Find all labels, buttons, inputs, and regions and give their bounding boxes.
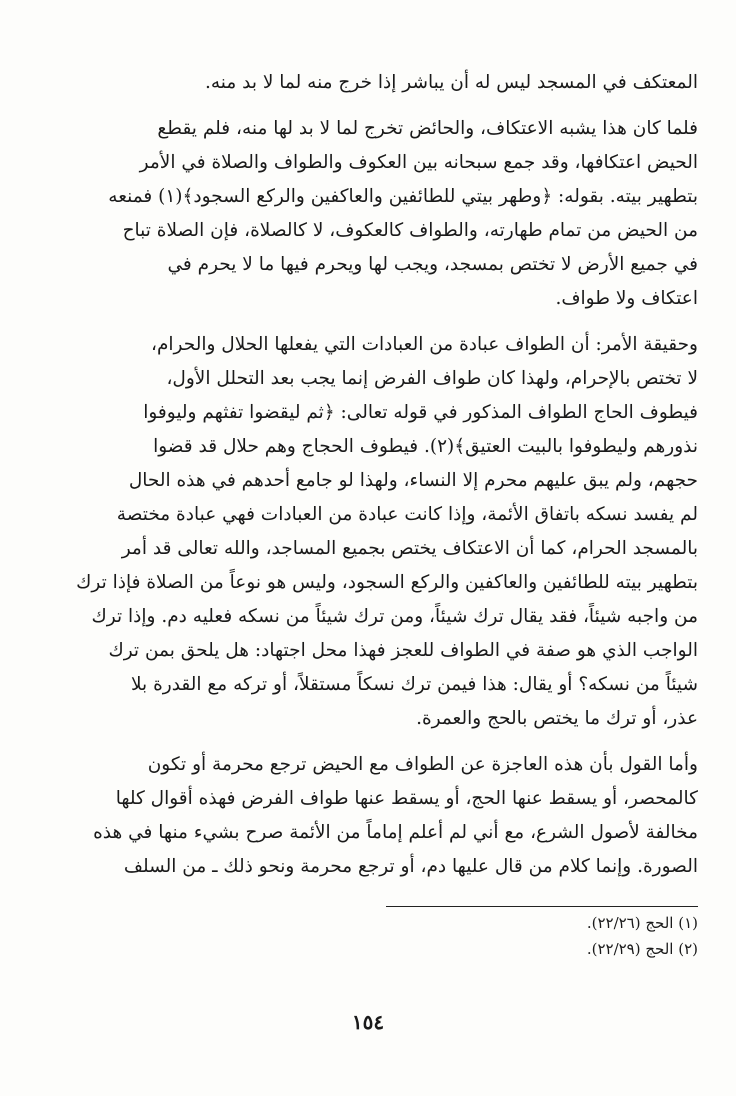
text-line: نذورهم وليطوفوا بالبيت العتيق﴾(٢). فيطوف الحجاج وهم حلال قد قضوا [153, 436, 698, 457]
text-line: شيئاً من نسكه؟ أو يقال: هذا فيمن ترك نسكاً مستقلاً، أو تركه مع القدرة بلا [131, 674, 698, 695]
text-line: لم يفسد نسكه باتفاق الأئمة، وإذا كانت عبادة من العبادات فهي عبادة مختصة [116, 504, 698, 525]
paragraph [58, 112, 698, 316]
paragraph [58, 748, 698, 884]
text-line: مخالفة لأصول الشرع، مع أني لم أعلم إماماً من الأئمة صرح بشيء منها في هذه [93, 822, 698, 843]
text-line: وحقيقة الأمر: أن الطواف عبادة من العبادات التي يفعلها الحلال والحرام، [150, 334, 698, 355]
text-line: من واجبه شيئاً، فقد يقال ترك شيئاً، ومن ترك شيئاً من نسكه فعليه دم. وإذا ترك [91, 606, 698, 627]
text-line: فيطوف الحاج الطواف المذكور في قوله تعالى: ﴿ثم ليقضوا تفثهم وليوفوا [143, 402, 698, 423]
footnote-divider [386, 906, 698, 907]
text-line: اعتكاف ولا طواف. [555, 288, 698, 309]
text-line: كالمحصر، أو يسقط عنها الحج، أو يسقط عنها طواف الفرض فهذه أقوال كلها [115, 788, 698, 809]
text-line: المعتكف في المسجد ليس له أن يباشر إذا خرج منه لما لا بد منه. [204, 72, 698, 93]
footnote: (٢) الحج (٢٢/٢٩). [586, 940, 698, 958]
text-line: الواجب الذي هو صفة في الطواف للعجز فهذا محل اجتهاد: هل يلحق بمن ترك [108, 640, 698, 661]
text-line: من الحيض من تمام طهارته، والطواف كالعكوف، لا كالصلاة، فإن الصلاة تباح [122, 220, 698, 241]
text-line: حجهم، ولم يبق عليهم محرم إلا النساء، ولهذا لو جامع أحدهم في هذه الحال [128, 470, 698, 491]
footnotes [58, 910, 698, 962]
text-line: في جميع الأرض لا تختص بمسجد، ويجب لها ويحرم فيها ما لا يحرم في [167, 254, 698, 275]
text-line: لا تختص بالإحرام، ولهذا كان طواف الفرض إنما يجب بعد التحلل الأول، [166, 368, 698, 389]
text-line: عذر، أو ترك ما يختص بالحج والعمرة. [416, 708, 698, 729]
text-line: بتطهير بيته للطائفين والعاكفين والركع السجود، وليس هو نوعاً من الصلاة فإذا ترك [76, 572, 698, 593]
text-line: الحيض اعتكافها، وقد جمع سبحانه بين العكوف والطواف والصلاة في الأمر [139, 152, 698, 173]
paragraph [58, 66, 698, 100]
text-line: بتطهير بيته. بقوله: ﴿وطهر بيتي للطائفين والعاكفين والركع السجود﴾(١) فمنعه [108, 186, 698, 207]
text-line: بالمسجد الحرام، كما أن الاعتكاف يختص بجميع المساجد، والله تعالى قد أمر [121, 538, 698, 559]
text-line: وأما القول بأن هذه العاجزة عن الطواف مع الحيض ترجع محرمة أو تكون [147, 754, 698, 775]
footnote: (١) الحج (٢٢/٢٦). [586, 914, 698, 932]
text-line: الصورة. وإنما كلام من قال عليها دم، أو ترجع محرمة ونحو ذلك ـ من السلف [123, 856, 698, 877]
text-line: فلما كان هذا يشبه الاعتكاف، والحائض تخرج لما لا بد لها منه، فلم يقطع [157, 118, 698, 139]
page-number: ١٥٤ [351, 1010, 385, 1034]
main-text [58, 66, 698, 884]
paragraph [58, 328, 698, 736]
